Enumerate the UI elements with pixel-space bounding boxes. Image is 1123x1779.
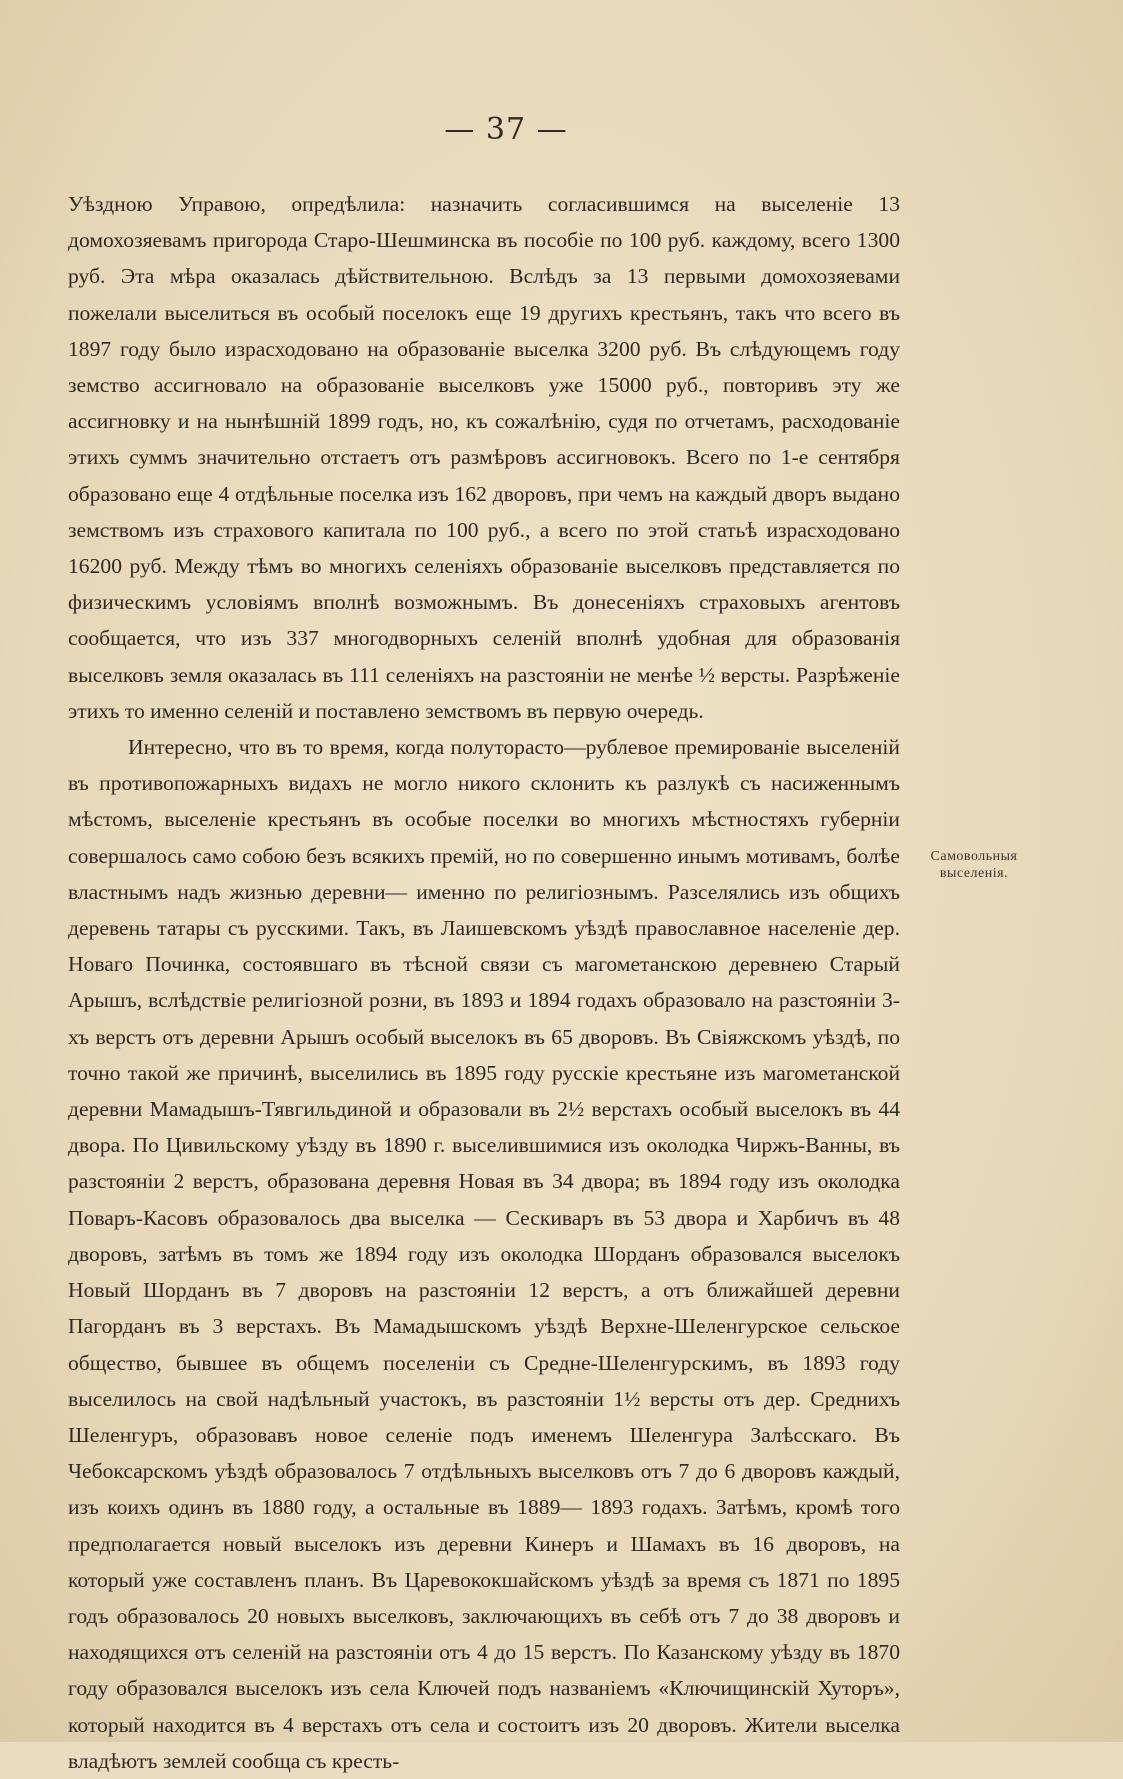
page-number: — 37 — (444, 112, 568, 147)
margin-note-line-2: выселенія. (939, 866, 1009, 881)
margin-note (913, 848, 1035, 882)
paragraph-1: Уѣздною Управою, опредѣлила: назначить согласившимся на выселеніе 13 домохозяевамъ пригорода Старо-Шешминска въ пособіе по 100 руб. каждому, всего 1300 руб. Эта мѣра оказалась дѣйствительною. Вслѣдъ за 13 первыми домохозяевами пожелали выселиться въ особый поселокъ еще 19 другихъ крестьянъ, такъ что всего въ 1897 году было израсходовано на образованіе выселка 3200 руб. Въ слѣдующемъ году земство ассигновало на образованіе выселковъ уже 15000 руб., повторивъ эту же ассигновку и на нынѣшній 1899 годъ, но, къ сожалѣнію, судя по отчетамъ, расходованіе этихъ суммъ значительно отстаетъ отъ размѣровъ ассигновокъ. Всего по 1-е сентября образовано еще 4 отдѣльные поселка изъ 162 дворовъ, при чемъ на каждый дворъ выдано земствомъ изъ страхового капитала по 100 руб., а всего по этой статьѣ израсходовано 16200 руб. Между тѣмъ во многихъ селеніяхъ образованіе выселковъ представляется по физическимъ условіямъ вполнѣ возможнымъ. Въ донесеніяхъ страховыхъ агентовъ сообщается, что изъ 337 многодворныхъ селеній вполнѣ удобная для образованія выселковъ земля оказалась въ 111 селеніяхъ на разстояніи не менѣе ½ версты. Разрѣженіе этихъ то именно селеній и поставлено земствомъ въ первую очередь. (68, 192, 900, 723)
body-text (68, 186, 900, 1779)
paragraph-2: Интересно, что въ то время, когда полуторасто—рублевое премированіе выселеній въ противопожарныхъ видахъ не могло никого склонить къ разлукѣ съ насиженнымъ мѣстомъ, выселеніе крестьянъ въ особые поселки во многихъ мѣстностяхъ губерніи совершалось само собою безъ всякихъ премій, но по совершенно инымъ мотивамъ, болѣе властнымъ надъ жизнью деревни— именно по религіознымъ. Разселялись изъ общихъ деревень татары съ русскими. Такъ, въ Лаишевскомъ уѣздѣ православное населеніе дер. Новаго Починка, состоявшаго въ тѣсной связи съ магометанскою деревнею Старый Арышъ, вслѣдствіе религіозной розни, въ 1893 и 1894 годахъ образовало на разстояніи 3-хъ верстъ отъ деревни Арышъ особый выселокъ въ 65 дворовъ. Въ Свіяжскомъ уѣздѣ, по точно такой же причинѣ, выселились въ 1895 году русскіе крестьяне изъ магометанской деревни Мамадышъ-Тявгильдиной и образовали въ 2½ верстахъ особый выселокъ въ 44 двора. По Цивильскому уѣзду въ 1890 г. выселившимися изъ околодка Чиржъ-Ванны, въ разстояніи 2 верстъ, образована деревня Новая въ 34 двора; въ 1894 году изъ околодка Поваръ-Касовъ образовалось два выселка — Сескиваръ въ 53 двора и Харбичъ въ 48 дворовъ, затѣмъ въ томъ же 1894 году изъ околодка Шорданъ образовался выселокъ Новый Шорданъ въ 7 дворовъ на разстояніи 12 верстъ, а отъ ближайшей деревни Пагорданъ въ 3 верстахъ. Въ Мамадышскомъ уѣздѣ Верхне-Шеленгурское сельское общество, бывшее въ общемъ поселеніи съ Средне-Шеленгурскимъ, въ 1893 году выселилось на свой надѣльный участокъ, въ разстояніи 1½ версты отъ дер. Среднихъ Шеленгуръ, образовавъ новое селеніе подъ именемъ Шеленгура Залѣсскаго. Въ Чебоксарскомъ уѣздѣ образовалось 7 отдѣльныхъ выселковъ отъ 7 до 6 дворовъ каждый, изъ коихъ одинъ въ 1880 году, а остальные въ 1889— 1893 годахъ. Затѣмъ, кромѣ того предполагается новый выселокъ изъ деревни Кинеръ и Шамахъ въ 16 дворовъ, на который уже составленъ планъ. Въ Царевококшайскомъ уѣздѣ за время съ 1871 по 1895 годъ образовалось 20 новыхъ выселковъ, заключающихъ въ себѣ отъ 7 до 38 дворовъ и находящихся отъ селеній на разстояніи отъ 4 до 15 верстъ. По Казанскому уѣзду въ 1870 году образовался выселокъ изъ села Ключей подъ названіемъ «Ключищинскій Хуторъ», который находится въ 4 верстахъ отъ села и состоитъ изъ 20 дворовъ. Жители выселка владѣютъ землей сообща съ кресть- (68, 735, 900, 1773)
margin-note-line-1: Самовольныя (930, 849, 1018, 864)
